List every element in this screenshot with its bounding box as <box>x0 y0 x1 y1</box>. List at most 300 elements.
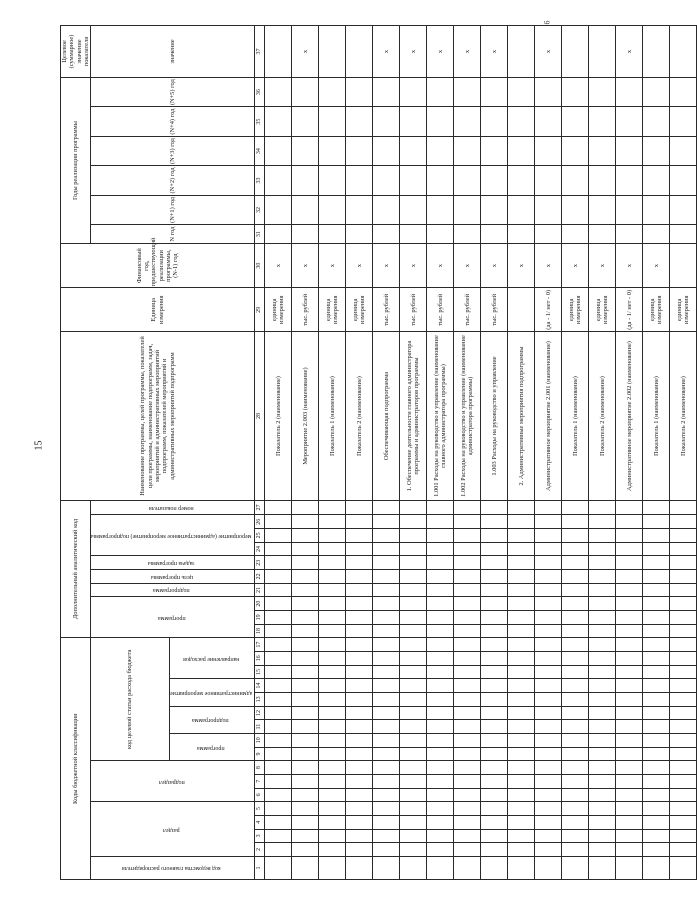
row-fin-year: x <box>292 244 319 288</box>
code-cell <box>373 815 400 829</box>
code-cell <box>481 665 508 679</box>
row-target: x <box>373 26 400 78</box>
row-unit: единица измерения <box>589 288 616 332</box>
column-number: 22 <box>255 570 265 584</box>
code-cell <box>400 693 427 707</box>
year-cell <box>589 166 616 195</box>
code-cell <box>535 788 562 802</box>
code-cell <box>427 679 454 693</box>
code-cell <box>346 788 373 802</box>
code-cell <box>508 720 535 734</box>
year-cell <box>292 136 319 165</box>
code-cell <box>454 788 481 802</box>
code-cell <box>535 856 562 879</box>
code-cell <box>670 747 697 761</box>
year-cell <box>562 107 589 136</box>
code-cell <box>616 529 643 543</box>
code-cell <box>562 583 589 597</box>
code-cell <box>616 583 643 597</box>
code-cell <box>427 611 454 625</box>
code-cell <box>454 624 481 638</box>
code-cell <box>427 542 454 556</box>
code-cell <box>265 747 292 761</box>
col-target-article: код целевой статьи расхода бюджета <box>91 638 169 761</box>
year-n3: (N+3) год <box>91 136 255 165</box>
code-cell <box>643 529 670 543</box>
year-cell <box>346 225 373 244</box>
code-cell <box>670 556 697 570</box>
year-cell <box>481 166 508 195</box>
code-cell <box>589 843 616 857</box>
code-cell <box>319 733 346 747</box>
code-cell <box>400 556 427 570</box>
code-cell <box>508 761 535 775</box>
code-cell <box>292 652 319 666</box>
year-cell <box>454 195 481 224</box>
code-cell <box>508 652 535 666</box>
code-cell <box>481 815 508 829</box>
row-name: 1. Обеспечение деятельности главного администратора программы и администраторов программы <box>400 332 427 500</box>
code-cell <box>508 570 535 584</box>
code-cell <box>400 733 427 747</box>
table-row <box>562 26 589 880</box>
col-admin-measure: административное мероприятие <box>169 679 255 706</box>
column-number: 24 <box>255 542 265 556</box>
year-cell <box>589 195 616 224</box>
year-cell <box>508 166 535 195</box>
code-cell <box>643 611 670 625</box>
analytic-codes-header: Дополнительный аналитический код <box>61 500 91 638</box>
code-cell <box>670 829 697 843</box>
column-number: 3 <box>255 829 265 843</box>
row-name: Показатель 2 (наименование) <box>346 332 373 500</box>
code-cell <box>265 624 292 638</box>
code-cell <box>454 747 481 761</box>
year-cell <box>346 107 373 136</box>
code-cell <box>454 720 481 734</box>
code-cell <box>292 597 319 611</box>
code-cell <box>589 788 616 802</box>
code-cell <box>454 802 481 816</box>
code-cell <box>292 500 319 515</box>
column-number: 33 <box>255 166 265 195</box>
code-cell <box>373 829 400 843</box>
code-cell <box>616 802 643 816</box>
col-an-indicator-number: номер показателя <box>91 500 255 515</box>
year-cell <box>643 225 670 244</box>
code-cell <box>292 542 319 556</box>
code-cell <box>373 597 400 611</box>
code-cell <box>643 856 670 879</box>
code-cell <box>508 500 535 515</box>
code-cell <box>319 665 346 679</box>
column-number: 27 <box>255 500 265 515</box>
code-cell <box>616 611 643 625</box>
code-cell <box>265 583 292 597</box>
code-cell <box>319 706 346 720</box>
code-cell <box>535 624 562 638</box>
code-cell <box>292 843 319 857</box>
column-number: 13 <box>255 693 265 707</box>
code-cell <box>508 515 535 529</box>
code-cell <box>670 733 697 747</box>
code-cell <box>346 829 373 843</box>
row-name: Административное мероприятие 2.001 (наименование) <box>535 332 562 500</box>
year-cell <box>292 166 319 195</box>
row-name: 2. Административные мероприятия подпрограммы <box>508 332 535 500</box>
code-cell <box>508 583 535 597</box>
code-cell <box>616 815 643 829</box>
table-row <box>643 26 670 880</box>
column-number: 11 <box>255 720 265 734</box>
code-cell <box>346 747 373 761</box>
table-row <box>589 26 616 880</box>
code-cell <box>346 542 373 556</box>
code-cell <box>346 856 373 879</box>
row-unit: единица измерения <box>319 288 346 332</box>
row-name: Показатель 2 (наименование) <box>589 332 616 500</box>
code-cell <box>400 500 427 515</box>
column-number: 7 <box>255 774 265 788</box>
code-cell <box>535 733 562 747</box>
code-cell <box>319 747 346 761</box>
code-cell <box>616 706 643 720</box>
col-an-subprogram: подпрограмма <box>91 583 255 597</box>
code-cell <box>373 679 400 693</box>
column-number: 16 <box>255 652 265 666</box>
code-cell <box>481 856 508 879</box>
column-number: 30 <box>255 244 265 288</box>
code-cell <box>616 556 643 570</box>
code-cell <box>427 583 454 597</box>
column-number: 14 <box>255 679 265 693</box>
code-cell <box>454 570 481 584</box>
code-cell <box>670 720 697 734</box>
name-header: Наименование программы, целей программы, показателей цели программы, наименование подпрограмм, задач, мероприятий и административных мероприятий подпрограмм, показателей мероприятий и административных мероприятий подпрограмм <box>61 332 255 500</box>
code-cell <box>616 856 643 879</box>
table-row <box>454 26 481 880</box>
year-cell <box>373 107 400 136</box>
column-number: 25 <box>255 529 265 543</box>
code-cell <box>481 556 508 570</box>
code-cell <box>292 747 319 761</box>
column-number: 2 <box>255 843 265 857</box>
code-cell <box>265 761 292 775</box>
column-numbers-row <box>255 26 265 880</box>
year-cell <box>481 195 508 224</box>
table-row <box>292 26 319 880</box>
year-cell <box>670 166 697 195</box>
code-cell <box>670 652 697 666</box>
year-cell <box>400 195 427 224</box>
year-cell <box>319 77 346 106</box>
code-cell <box>454 733 481 747</box>
year-cell <box>427 225 454 244</box>
code-cell <box>373 843 400 857</box>
code-cell <box>589 665 616 679</box>
code-cell <box>562 856 589 879</box>
code-cell <box>481 652 508 666</box>
code-cell <box>427 570 454 584</box>
code-cell <box>454 679 481 693</box>
year-cell <box>616 77 643 106</box>
code-cell <box>481 583 508 597</box>
code-cell <box>670 843 697 857</box>
code-cell <box>427 802 454 816</box>
row-target <box>589 26 616 78</box>
row-fin-year: x <box>643 244 670 288</box>
code-cell <box>373 611 400 625</box>
year-cell <box>319 107 346 136</box>
code-cell <box>616 515 643 529</box>
code-cell <box>292 788 319 802</box>
code-cell <box>454 829 481 843</box>
year-cell <box>535 166 562 195</box>
code-cell <box>616 693 643 707</box>
code-cell <box>562 733 589 747</box>
column-number: 10 <box>255 733 265 747</box>
row-name: 1.003 Расходы на руководство и управление <box>481 332 508 500</box>
row-unit: тыс. рублей <box>292 288 319 332</box>
code-cell <box>589 679 616 693</box>
code-cell <box>535 761 562 775</box>
code-cell <box>508 856 535 879</box>
code-cell <box>481 733 508 747</box>
row-target: x <box>427 26 454 78</box>
code-cell <box>427 529 454 543</box>
code-cell <box>265 788 292 802</box>
year-cell <box>616 166 643 195</box>
code-cell <box>535 679 562 693</box>
row-fin-year: x <box>454 244 481 288</box>
code-cell <box>319 638 346 652</box>
code-cell <box>454 515 481 529</box>
code-cell <box>319 856 346 879</box>
code-cell <box>616 542 643 556</box>
code-cell <box>319 583 346 597</box>
code-cell <box>643 597 670 611</box>
code-cell <box>265 542 292 556</box>
code-cell <box>508 733 535 747</box>
year-cell <box>427 195 454 224</box>
code-cell <box>292 706 319 720</box>
code-cell <box>616 829 643 843</box>
code-cell <box>427 720 454 734</box>
code-cell <box>616 733 643 747</box>
code-cell <box>535 583 562 597</box>
row-target <box>508 26 535 78</box>
year-cell <box>292 107 319 136</box>
column-number: 18 <box>255 624 265 638</box>
code-cell <box>454 856 481 879</box>
year-cell <box>616 107 643 136</box>
code-cell <box>481 570 508 584</box>
code-cell <box>265 556 292 570</box>
code-cell <box>481 638 508 652</box>
year-n5: (N+5) год <box>91 77 255 106</box>
row-unit: (да - 1/ нет - 0) <box>535 288 562 332</box>
code-cell <box>589 856 616 879</box>
code-cell <box>508 611 535 625</box>
column-number: 34 <box>255 136 265 165</box>
fin-year-header: Финансовый год, предшествующий реализации программы, (N-1) год <box>61 244 255 288</box>
code-cell <box>265 611 292 625</box>
code-cell <box>454 693 481 707</box>
column-number: 4 <box>255 815 265 829</box>
year-cell <box>481 225 508 244</box>
row-target: x <box>454 26 481 78</box>
code-cell <box>508 706 535 720</box>
code-cell <box>562 843 589 857</box>
year-cell <box>616 136 643 165</box>
code-cell <box>562 515 589 529</box>
row-name: Административное мероприятие 2.002 (наименование) <box>616 332 643 500</box>
code-cell <box>346 652 373 666</box>
code-cell <box>265 733 292 747</box>
code-cell <box>481 624 508 638</box>
code-cell <box>589 733 616 747</box>
code-cell <box>400 788 427 802</box>
code-cell <box>670 788 697 802</box>
code-cell <box>670 529 697 543</box>
row-target <box>319 26 346 78</box>
code-cell <box>319 815 346 829</box>
code-cell <box>616 665 643 679</box>
code-cell <box>481 761 508 775</box>
code-cell <box>400 815 427 829</box>
row-name: Показатель 1 (наименование) <box>319 332 346 500</box>
code-cell <box>292 720 319 734</box>
table-row <box>670 26 697 880</box>
year-cell <box>319 195 346 224</box>
year-cell <box>292 225 319 244</box>
code-cell <box>670 638 697 652</box>
year-cell <box>508 225 535 244</box>
code-cell <box>616 679 643 693</box>
year-cell <box>265 136 292 165</box>
year-n2: (N+2) год <box>91 166 255 195</box>
code-cell <box>670 515 697 529</box>
code-cell <box>643 720 670 734</box>
year-cell <box>427 77 454 106</box>
code-cell <box>535 747 562 761</box>
code-cell <box>589 720 616 734</box>
code-cell <box>427 500 454 515</box>
table-row <box>535 26 562 880</box>
code-cell <box>265 500 292 515</box>
code-cell <box>400 720 427 734</box>
code-cell <box>292 624 319 638</box>
code-cell <box>562 652 589 666</box>
code-cell <box>589 693 616 707</box>
code-cell <box>346 515 373 529</box>
code-cell <box>265 829 292 843</box>
code-cell <box>265 529 292 543</box>
code-cell <box>454 761 481 775</box>
code-cell <box>427 733 454 747</box>
code-cell <box>535 611 562 625</box>
code-cell <box>427 515 454 529</box>
code-cell <box>454 500 481 515</box>
column-number: 15 <box>255 665 265 679</box>
code-cell <box>670 500 697 515</box>
code-cell <box>400 802 427 816</box>
code-cell <box>562 802 589 816</box>
code-cell <box>643 761 670 775</box>
year-cell <box>562 136 589 165</box>
code-cell <box>670 802 697 816</box>
code-cell <box>265 720 292 734</box>
year-cell <box>589 77 616 106</box>
code-cell <box>427 638 454 652</box>
code-cell <box>535 829 562 843</box>
column-number: 8 <box>255 761 265 775</box>
code-cell <box>616 570 643 584</box>
year-cell <box>373 136 400 165</box>
code-cell <box>400 774 427 788</box>
unit-header: Единица измерения <box>61 288 255 332</box>
code-cell <box>319 611 346 625</box>
year-cell <box>616 225 643 244</box>
years-header: Годы реализации программы <box>61 77 91 243</box>
code-cell <box>643 542 670 556</box>
code-cell <box>319 542 346 556</box>
code-cell <box>319 774 346 788</box>
code-cell <box>589 829 616 843</box>
table-row <box>481 26 508 880</box>
code-cell <box>265 665 292 679</box>
code-cell <box>346 843 373 857</box>
code-cell <box>562 829 589 843</box>
code-cell <box>373 652 400 666</box>
code-cell <box>346 500 373 515</box>
code-cell <box>508 529 535 543</box>
row-name: 1.002 Расходы на руководство и управление (наименование администратора программы) <box>454 332 481 500</box>
code-cell <box>427 706 454 720</box>
col-an-goal: цель программы <box>91 570 255 584</box>
code-cell <box>643 843 670 857</box>
column-number: 26 <box>255 515 265 529</box>
row-fin-year: x <box>508 244 535 288</box>
code-cell <box>508 788 535 802</box>
code-cell <box>562 570 589 584</box>
table-row <box>373 26 400 880</box>
code-cell <box>400 665 427 679</box>
code-cell <box>319 720 346 734</box>
code-cell <box>508 679 535 693</box>
table-body <box>265 26 697 880</box>
code-cell <box>427 761 454 775</box>
column-number: 29 <box>255 288 265 332</box>
code-cell <box>535 802 562 816</box>
year-cell <box>400 136 427 165</box>
year-cell <box>481 77 508 106</box>
code-cell <box>562 720 589 734</box>
year-cell <box>643 166 670 195</box>
code-cell <box>427 856 454 879</box>
code-cell <box>562 761 589 775</box>
row-unit: единица измерения <box>265 288 292 332</box>
code-cell <box>346 570 373 584</box>
code-cell <box>643 638 670 652</box>
code-cell <box>373 529 400 543</box>
year-cell <box>562 166 589 195</box>
code-cell <box>643 802 670 816</box>
code-cell <box>400 761 427 775</box>
year-cell <box>616 195 643 224</box>
column-number: 5 <box>255 802 265 816</box>
year-cell <box>346 77 373 106</box>
